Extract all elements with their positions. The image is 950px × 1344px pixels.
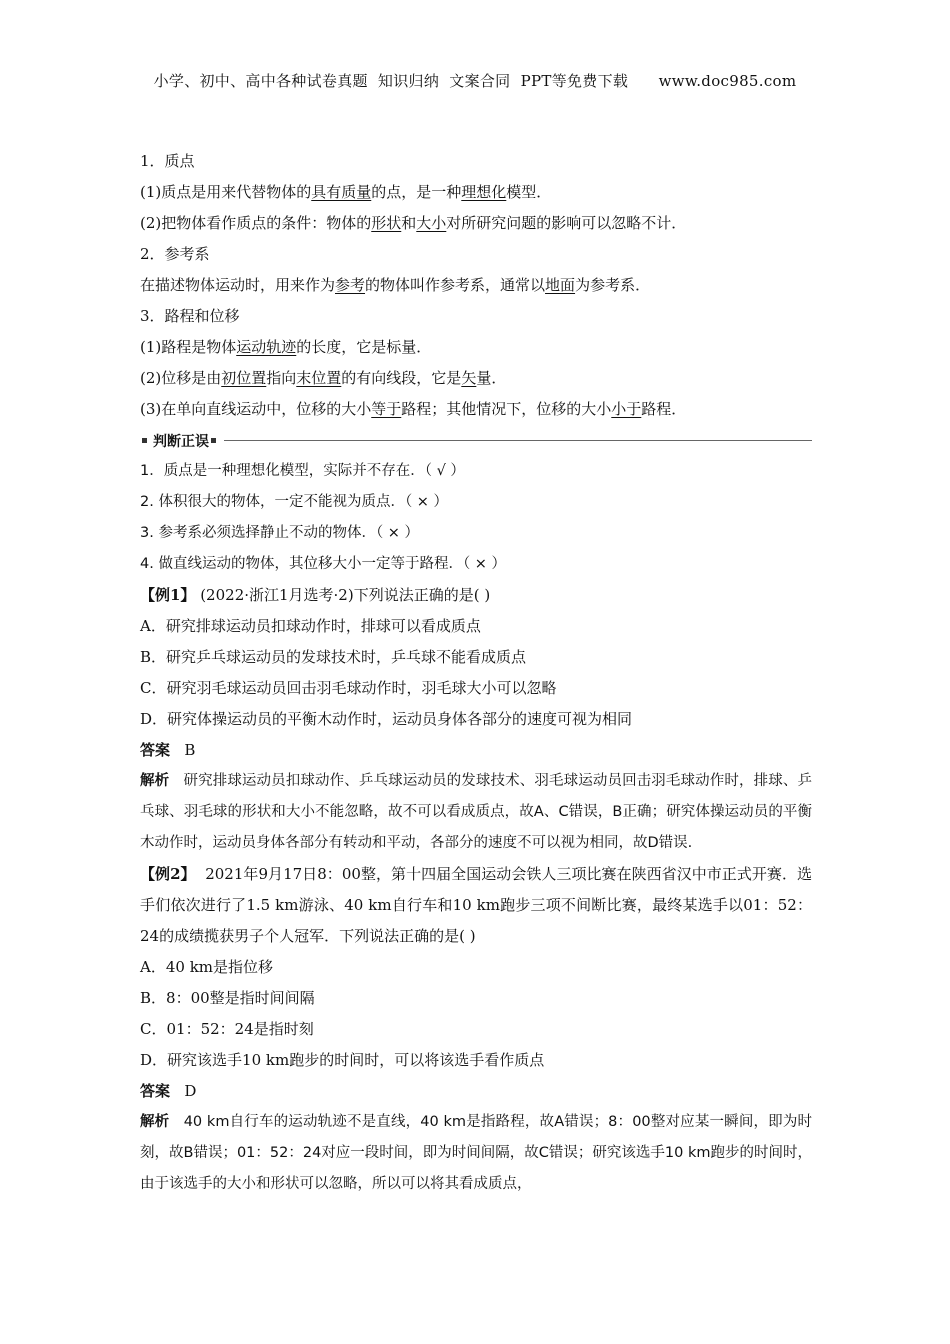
underlined-term: 末位置 — [296, 369, 342, 387]
example-1-answer — [140, 735, 812, 766]
example-2-analysis — [140, 1107, 812, 1200]
text: (2)把物体看作质点的条件：物体的 — [140, 214, 372, 232]
text: 的点，是一种 — [371, 183, 462, 201]
judge-item-4: 4. 做直线运动的物体，其位移大小一定等于路程．（ × ） — [140, 556, 507, 572]
text: 路程；其他情况下，位移的大小 — [401, 400, 612, 418]
text: (1)路程是物体 — [140, 338, 237, 356]
underlined-term: 小于 — [611, 400, 642, 418]
underlined-term: 矢 — [461, 369, 477, 387]
text: (3)在单向直线运动中，位移的大小 — [140, 400, 372, 418]
answer-label: 答案 — [140, 1082, 171, 1100]
underlined-term: 等于 — [371, 400, 402, 418]
example-1-option-c: C．研究羽毛球运动员回击羽毛球动作时，羽毛球大小可以忽略 — [140, 679, 557, 697]
example-2-question: 2021年9月17日8：00整，第十四届全国运动会铁人三项比赛在陕西省汉中市正式开赛．选手们依次进行了1.5 km游泳、40 km自行车和10 km跑步三项不间断比赛，最终某选手以01：52：24的成绩揽获男子个人冠军．下列说法正确的是( ) — [140, 865, 812, 945]
text: 对所研究问题的影响可以忽略不计． — [446, 214, 687, 232]
analysis-text: 研究排球运动员扣球动作、乒乓球运动员的发球技术、羽毛球运动员回击羽毛球动作时，排球、乒乓球、羽毛球的形状和大小不能忽略，故不可以看成质点，故A、C错误，B正确；研究体操运动员的平衡木动作时，运动员身体各部分有转动和平动，各部分的速度不可以视为相同，故D错误. — [140, 773, 813, 851]
analysis-label: 解析 — [140, 773, 170, 789]
example-2-option-b: B．8：00整是指时间间隔 — [140, 989, 315, 1007]
example-1-stem — [140, 580, 812, 611]
section-divider — [224, 440, 812, 441]
answer-value: D — [184, 1082, 197, 1100]
example-1-label: 【例1】 — [140, 586, 196, 604]
section-3-title: 3．路程和位移 — [140, 307, 240, 325]
example-2-stem — [140, 859, 812, 952]
text: 和 — [401, 214, 417, 232]
text: 的物体叫作参考系，通常以 — [365, 276, 546, 294]
example-1-option-a: A．研究排球运动员扣球动作时，排球可以看成质点 — [140, 617, 481, 635]
text: (1)质点是用来代替物体的 — [140, 183, 312, 201]
text: 在描述物体运动时，用来作为 — [140, 276, 336, 294]
judge-item-3: 3. 参考系必须选择静止不动的物体．（ × ） — [140, 525, 420, 541]
underlined-term: 运动轨迹 — [236, 338, 297, 356]
section-3-line-2 — [140, 363, 812, 394]
underlined-term: 形状 — [371, 214, 402, 232]
example-1-question: (2022·浙江1月选考·2)下列说法正确的是( ) — [195, 586, 491, 604]
example-2-option-c: C．01：52：24是指时刻 — [140, 1020, 314, 1038]
example-2-option-d: D．研究该选手10 km跑步的时间时，可以将该选手看作质点 — [140, 1051, 545, 1069]
analysis-text: 40 km自行车的运动轨迹不是直线，40 km是指路程，故A错误；8：00整对应某一瞬间，即为时刻，故B错误；01：52：24对应一段时间，即为时间间隔，故C错误；研究该选手10 km跑步的时间时，由于该选手的大小和形状可以忽略，所以可以将其看成质点， — [140, 1114, 813, 1192]
text: 模型． — [506, 183, 552, 201]
judge-section-header — [140, 425, 812, 456]
section-3-line-1 — [140, 332, 812, 363]
text: 为参考系． — [575, 276, 651, 294]
section-2-line-1 — [140, 270, 812, 301]
underlined-term: 地面 — [545, 276, 576, 294]
section-1-title: 1．质点 — [140, 152, 195, 170]
section-1-line-1 — [140, 177, 812, 208]
document-body — [140, 146, 812, 1200]
section-3-line-3 — [140, 394, 812, 425]
section-1-line-2 — [140, 208, 812, 239]
square-bullet-icon — [142, 438, 147, 443]
judge-section-title: 判断正误 — [153, 433, 209, 450]
section-2-title: 2．参考系 — [140, 245, 210, 263]
example-2-option-a: A．40 km是指位移 — [140, 958, 274, 976]
answer-label: 答案 — [140, 741, 171, 759]
example-2-label: 【例2】 — [140, 865, 196, 883]
analysis-label: 解析 — [140, 1114, 170, 1130]
underlined-term: 具有质量 — [311, 183, 372, 201]
text: 指向 — [266, 369, 297, 387]
answer-value: B — [184, 741, 196, 759]
text: 路程． — [641, 400, 687, 418]
text: 的长度，它是标量． — [296, 338, 432, 356]
example-2-answer — [140, 1076, 812, 1107]
underlined-term: 初位置 — [221, 369, 267, 387]
underlined-term: 理想化 — [461, 183, 507, 201]
underlined-term: 大小 — [416, 214, 447, 232]
page-header: 小学、初中、高中各种试卷真题 知识归纳 文案合同 PPT等免费下载 www.doc985.com — [153, 72, 797, 90]
underlined-term: 参考 — [335, 276, 366, 294]
text: 量． — [476, 369, 507, 387]
example-1-option-b: B．研究乒乓球运动员的发球技术时，乒乓球不能看成质点 — [140, 648, 527, 666]
judge-item-2: 2. 体积很大的物体，一定不能视为质点．（ × ） — [140, 494, 449, 510]
text: 的有向线段，它是 — [341, 369, 462, 387]
judge-item-1: 1．质点是一种理想化模型，实际并不存在．（ √ ） — [140, 463, 465, 479]
text: (2)位移是由 — [140, 369, 222, 387]
square-bullet-icon — [211, 438, 216, 443]
example-1-analysis — [140, 766, 812, 859]
example-1-option-d: D．研究体操运动员的平衡木动作时，运动员身体各部分的速度可视为相同 — [140, 710, 633, 728]
